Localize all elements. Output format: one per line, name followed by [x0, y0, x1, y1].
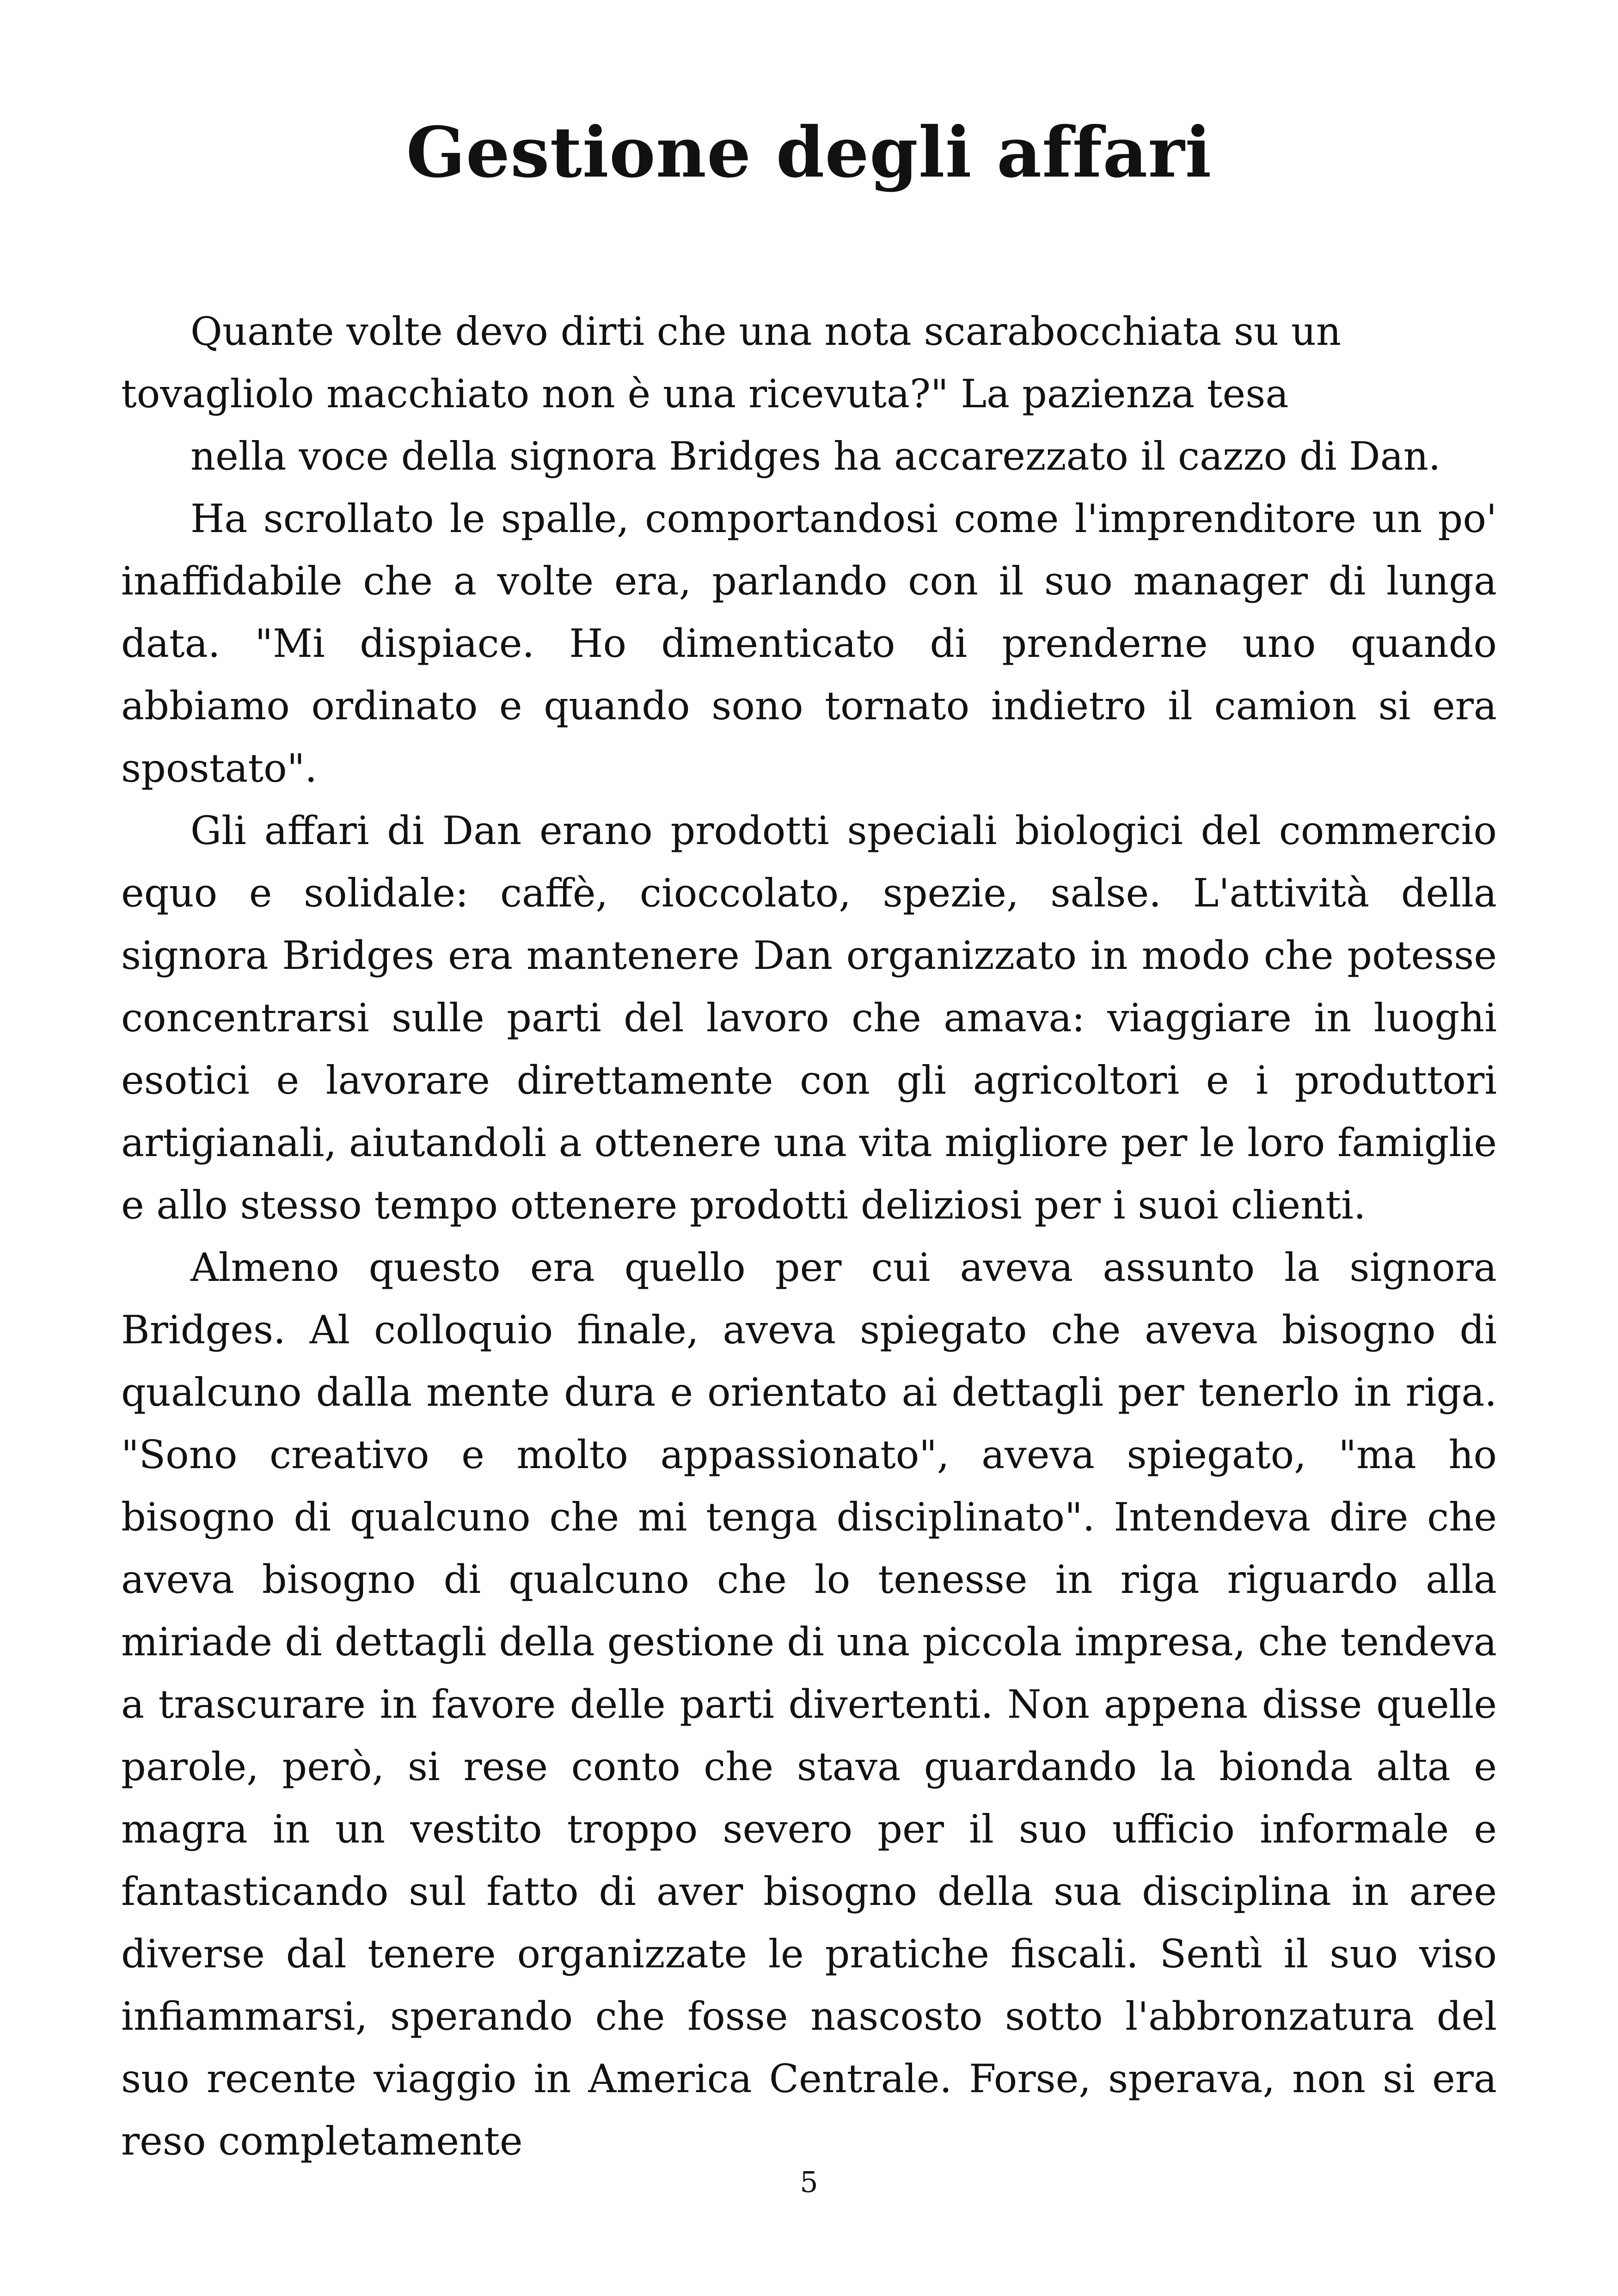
paragraph-1: Quante volte devo dirti che una nota scarabocchiata su un tovagliolo macchiato non è una ricevuta?" La pazienza tesa	[121, 309, 1342, 416]
page-number: 5	[800, 2165, 818, 2199]
body-text	[121, 300, 1497, 2173]
paragraph-2: nella voce della signora Bridges ha accarezzato il cazzo di Dan.	[190, 434, 1441, 479]
paragraph-5: Almeno questo era quello per cui aveva assunto la signora Bridges. Al colloquio finale, aveva spiegato che aveva bisogno di qualcuno dalla mente dura e orientato ai dettagli per tenerlo in riga. "Sono creativo e molto appassionato", aveva spiegato, "ma ho bisogno di qualcuno che mi tenga disciplinato". Intendeva dire che aveva bisogno di qualcuno che lo tenesse in riga riguardo alla miriade di dettagli della gestione di una piccola impresa, che tendeva a trascurare in favore delle parti divertenti. Non appena disse quelle parole, però, si rese conto che stava guardando la bionda alta e magra in un vestito troppo severo per il suo ufficio informale e fantasticando sul fatto di aver bisogno della sua disciplina in aree diverse dal tenere organizzate le pratiche fiscali. Sentì il suo viso infiammarsi, sperando che fosse nascosto sotto l'abbronzatura del suo recente viaggio in America Centrale. Forse, sperava, non si era reso completamente	[121, 1245, 1497, 2164]
chapter-title: Gestione degli affari	[406, 112, 1212, 193]
paragraph-4: Gli affari di Dan erano prodotti speciali biologici del commercio equo e solidale: caffè, cioccolato, spezie, salse. L'attività della signora Bridges era mantenere Dan organizzato in modo che potesse concentrarsi sulle parti del lavoro che amava: viaggiare in luoghi esotici e lavorare direttamente con gli agricoltori e i produttori artigianali, aiutandoli a ottenere una vita migliore per le loro famiglie e allo stesso tempo ottenere prodotti deliziosi per i suoi clienti.	[121, 808, 1497, 1228]
paragraph-3: Ha scrollato le spalle, comportandosi come l'imprenditore un po' inaffidabile che a volte era, parlando con il suo manager di lunga data. "Mi dispiace. Ho dimenticato di prenderne uno quando abbiamo ordinato e quando sono tornato indietro il camion si era spostato".	[121, 496, 1497, 791]
